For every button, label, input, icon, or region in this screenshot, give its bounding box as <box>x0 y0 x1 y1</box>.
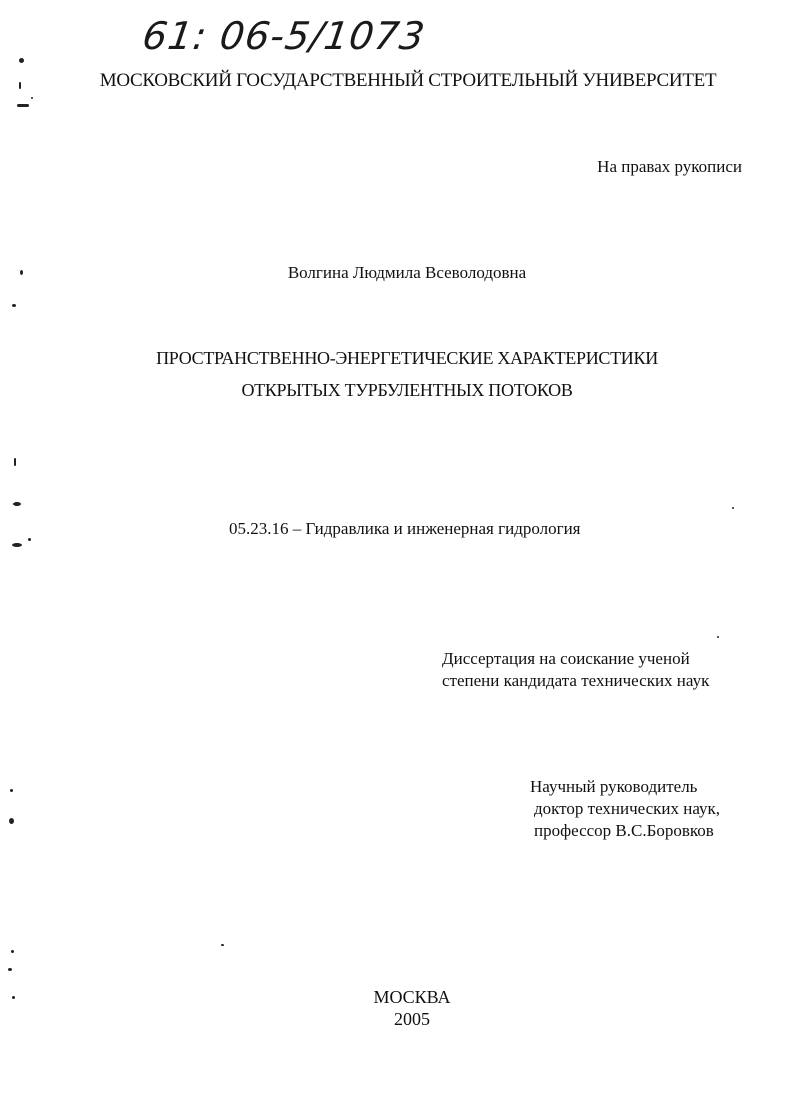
scan-speck <box>12 304 16 307</box>
supervisor-label: Научный руководитель <box>530 777 698 796</box>
city-year-block <box>0 986 796 1030</box>
scan-speck <box>17 104 29 107</box>
scan-speck <box>12 996 15 999</box>
thesis-title-line-2: ОТКРЫТЫХ ТУРБУЛЕНТНЫХ ПОТОКОВ <box>241 380 573 400</box>
scan-speck <box>221 944 224 946</box>
scan-speck <box>9 818 14 824</box>
scan-speck <box>11 950 14 953</box>
scan-speck <box>28 538 31 541</box>
scan-speck <box>20 270 23 275</box>
scan-speck <box>717 636 719 638</box>
supervisor-degree: доктор технических наук, <box>534 799 721 818</box>
scan-speck <box>19 58 24 63</box>
scan-speck <box>31 97 33 99</box>
university-name: МОСКОВСКИЙ ГОСУДАРСТВЕННЫЙ СТРОИТЕЛЬНЫЙ УНИВЕРСИТЕТ <box>99 70 717 91</box>
scan-speck <box>19 82 21 89</box>
scan-speck <box>8 968 12 971</box>
supervisor-name: профессор В.С.Боровков <box>534 821 714 840</box>
scan-speck <box>14 458 16 466</box>
handwritten-archive-code: 61: 06-5/1073 <box>139 14 429 58</box>
supervisor-block <box>530 776 720 842</box>
specialty-code: 05.23.16 – Гидравлика и инженерная гидрология <box>229 519 581 538</box>
scan-speck <box>12 543 22 547</box>
city: МОСКВА <box>373 987 451 1007</box>
scan-speck <box>732 507 734 509</box>
scan-speck <box>13 502 21 506</box>
dissertation-line-1: Диссертация на соискание ученой <box>442 649 690 668</box>
scan-speck <box>10 789 13 792</box>
thesis-title-line-1: ПРОСТРАНСТВЕННО-ЭНЕРГЕТИЧЕСКИЕ ХАРАКТЕРИСТИКИ <box>156 348 658 368</box>
dissertation-line-2: степени кандидата технических наук <box>442 671 710 690</box>
author-name: Волгина Людмила Всеволодовна <box>287 263 527 282</box>
rights-note: На правах рукописи <box>597 157 742 176</box>
year: 2005 <box>394 1009 430 1029</box>
dissertation-statement <box>442 648 709 692</box>
